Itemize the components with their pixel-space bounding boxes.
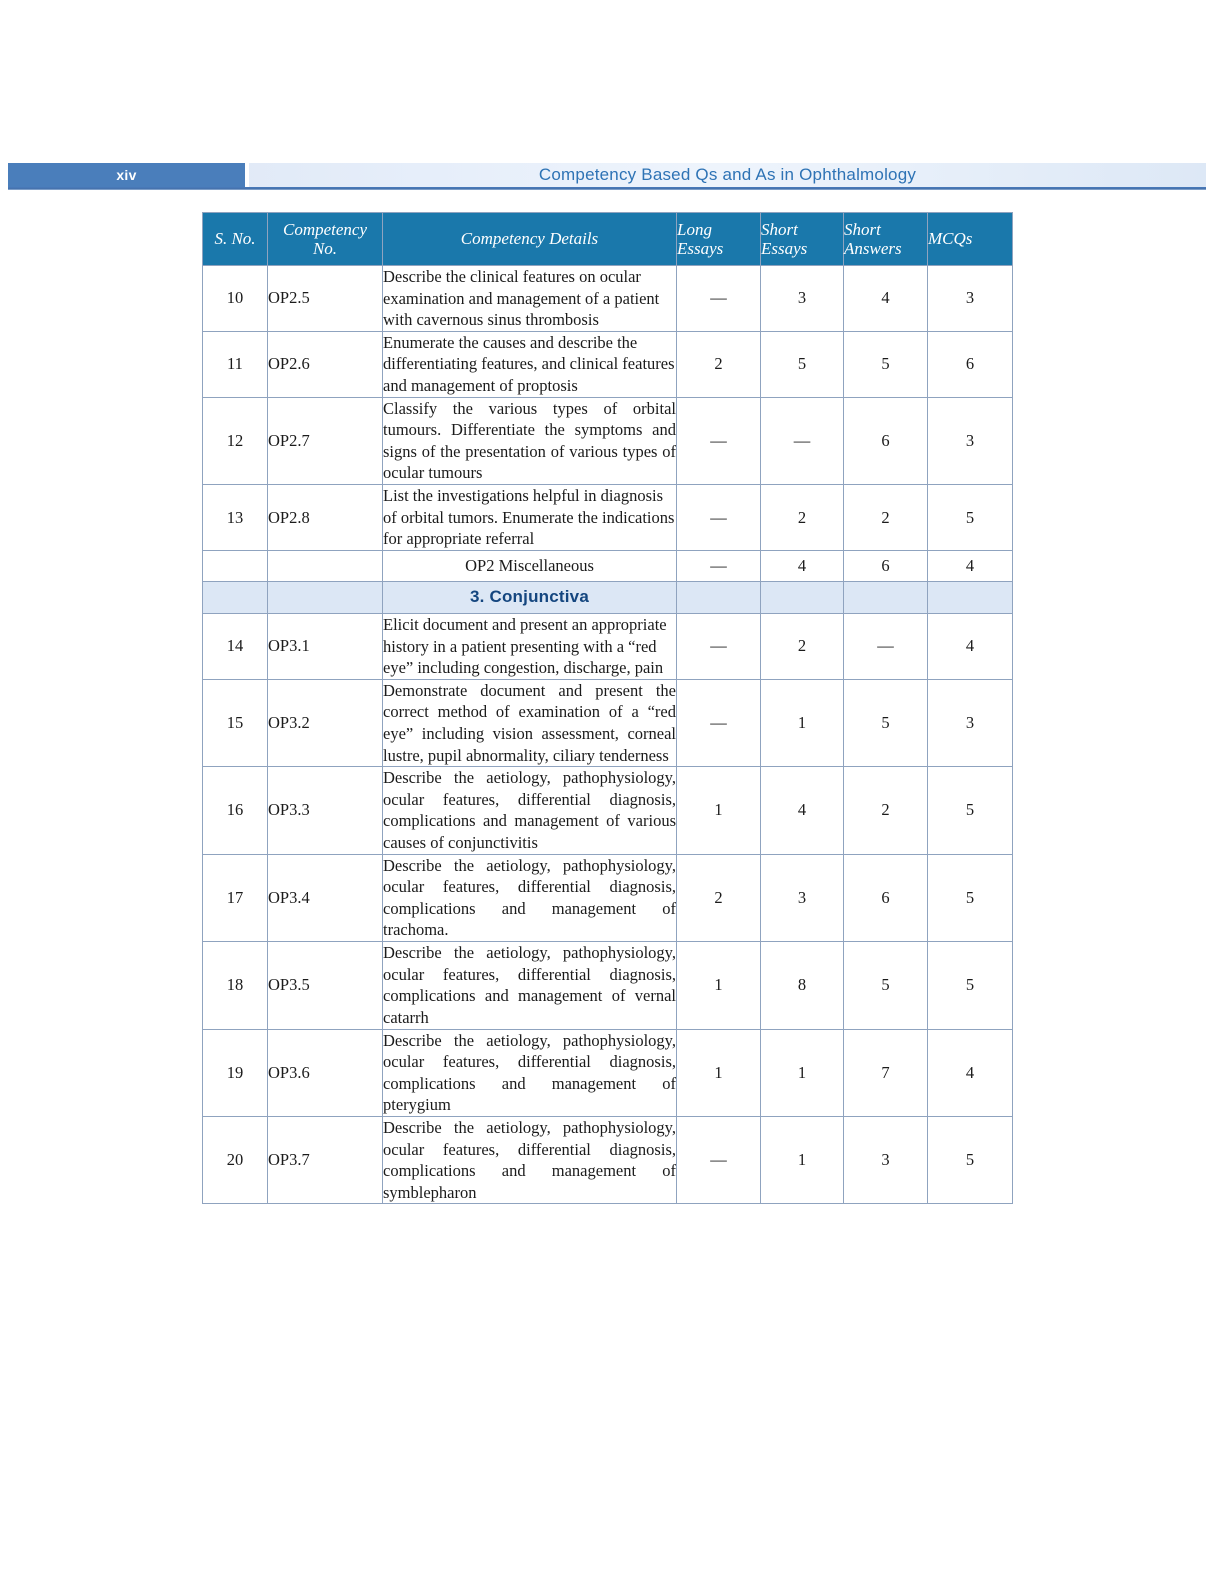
cell-short-answers: 5: [844, 331, 928, 397]
cell-long-essays: —: [677, 266, 761, 332]
cell-short-essays: 1: [761, 679, 844, 766]
cell-long-essays: 1: [677, 1029, 761, 1116]
section-cell-spacer: [761, 581, 844, 613]
cell-short-essays: 3: [761, 266, 844, 332]
table-row: [203, 767, 1013, 854]
table-row: [203, 397, 1013, 484]
column-header-short-essays: [761, 213, 844, 266]
running-header-title: Competency Based Qs and As in Ophthalmology: [538, 165, 917, 184]
column-header-competency-details: [383, 213, 677, 266]
cell-competency-no: OP3.1: [268, 613, 383, 679]
column-header-line: Short: [844, 219, 881, 239]
column-header-mcqs: [928, 213, 1013, 266]
cell-short-essays: 2: [761, 485, 844, 551]
cell-competency-details: Describe the aetiology, pathophysiology, ocular features, differential diagnosis, complications and management of symblepharon: [383, 1116, 677, 1203]
column-header-long-essays: [677, 213, 761, 266]
summary-row: [203, 550, 1013, 581]
cell-serial-no: 16: [203, 767, 268, 854]
table-header-row: [203, 213, 1013, 266]
column-header-line: No.: [312, 239, 338, 258]
cell-competency-no: OP3.5: [268, 942, 383, 1029]
section-cell-spacer: [928, 581, 1013, 613]
cell-short-answers: 3: [844, 1116, 928, 1203]
table-body: [203, 266, 1013, 1204]
cell-short-essays: 1: [761, 1116, 844, 1203]
section-cell-spacer: [677, 581, 761, 613]
cell-short-answers: 2: [844, 767, 928, 854]
column-header-short-answers: [844, 213, 928, 266]
column-header-line: S. No.: [214, 229, 256, 249]
column-header-competency-no: [268, 213, 383, 266]
cell-competency-details: Describe the aetiology, pathophysiology, ocular features, differential diagnosis, complications and management of various causes of conjunctivitis: [383, 767, 677, 854]
column-header-line: Essays: [677, 239, 724, 258]
cell-serial-no: 10: [203, 266, 268, 332]
summary-long-essays: —: [677, 550, 761, 581]
cell-mcqs: 3: [928, 266, 1013, 332]
cell-long-essays: —: [677, 397, 761, 484]
section-title: 3. Conjunctiva: [383, 581, 677, 613]
cell-long-essays: —: [677, 679, 761, 766]
table-header: [203, 213, 1013, 266]
cell-mcqs: 5: [928, 485, 1013, 551]
cell-long-essays: 2: [677, 854, 761, 941]
cell-competency-details: Describe the aetiology, pathophysiology, ocular features, differential diagnosis, complications and management of vernal catarrh: [383, 942, 677, 1029]
section-cell-spacer: [203, 581, 268, 613]
cell-short-answers: 4: [844, 266, 928, 332]
cell-competency-details: Enumerate the causes and describe the differentiating features, and clinical features and management of proptosis: [383, 331, 677, 397]
cell-competency-no: OP2.5: [268, 266, 383, 332]
column-header-line: MCQs: [928, 229, 973, 249]
cell-competency-no: OP2.7: [268, 397, 383, 484]
cell-mcqs: 5: [928, 1116, 1013, 1203]
column-header-line: Short: [761, 219, 798, 239]
cell-short-essays: 8: [761, 942, 844, 1029]
summary-serial-no: [203, 550, 268, 581]
column-header-line: Competency Details: [460, 229, 599, 249]
cell-competency-details: Elicit document and present an appropriate history in a patient presenting with a “red eye” including congestion, discharge, pain: [383, 613, 677, 679]
cell-serial-no: 15: [203, 679, 268, 766]
table-row: [203, 613, 1013, 679]
cell-short-essays: 4: [761, 767, 844, 854]
cell-short-essays: —: [761, 397, 844, 484]
cell-short-answers: 6: [844, 854, 928, 941]
cell-competency-no: OP3.7: [268, 1116, 383, 1203]
cell-serial-no: 11: [203, 331, 268, 397]
folio-edge-divider: [245, 163, 249, 187]
section-header-row: [203, 581, 1013, 613]
cell-long-essays: 1: [677, 767, 761, 854]
cell-serial-no: 17: [203, 854, 268, 941]
summary-competency-no: [268, 550, 383, 581]
cell-competency-no: OP3.6: [268, 1029, 383, 1116]
cell-serial-no: 20: [203, 1116, 268, 1203]
cell-short-answers: 5: [844, 679, 928, 766]
cell-serial-no: 12: [203, 397, 268, 484]
cell-competency-details: List the investigations helpful in diagnosis of orbital tumors. Enumerate the indications for appropriate referral: [383, 485, 677, 551]
running-header: [0, 163, 1214, 193]
column-header-line: Answers: [844, 239, 902, 258]
cell-serial-no: 19: [203, 1029, 268, 1116]
page-number-folio: xiv: [8, 163, 245, 187]
cell-short-answers: —: [844, 613, 928, 679]
table-row: [203, 266, 1013, 332]
table-row: [203, 331, 1013, 397]
column-header-line: Competency: [282, 219, 368, 239]
cell-short-answers: 5: [844, 942, 928, 1029]
cell-competency-no: OP3.4: [268, 854, 383, 941]
cell-mcqs: 5: [928, 942, 1013, 1029]
cell-competency-no: OP2.6: [268, 331, 383, 397]
column-header-serial-no: [203, 213, 268, 266]
table-row: [203, 942, 1013, 1029]
cell-short-essays: 3: [761, 854, 844, 941]
summary-short-essays: 4: [761, 550, 844, 581]
cell-competency-details: Describe the aetiology, pathophysiology, ocular features, differential diagnosis, complications and management of pterygium: [383, 1029, 677, 1116]
cell-long-essays: —: [677, 485, 761, 551]
cell-short-answers: 6: [844, 397, 928, 484]
cell-serial-no: 13: [203, 485, 268, 551]
cell-short-essays: 5: [761, 331, 844, 397]
cell-long-essays: —: [677, 613, 761, 679]
cell-competency-no: OP3.2: [268, 679, 383, 766]
cell-mcqs: 5: [928, 767, 1013, 854]
cell-long-essays: 1: [677, 942, 761, 1029]
cell-long-essays: —: [677, 1116, 761, 1203]
column-header-line: Essays: [761, 239, 808, 258]
cell-short-answers: 2: [844, 485, 928, 551]
cell-mcqs: 3: [928, 397, 1013, 484]
competency-table: [202, 212, 1013, 1204]
cell-mcqs: 3: [928, 679, 1013, 766]
cell-mcqs: 4: [928, 613, 1013, 679]
table-row: [203, 1116, 1013, 1203]
cell-short-essays: 2: [761, 613, 844, 679]
cell-mcqs: 5: [928, 854, 1013, 941]
table-row: [203, 854, 1013, 941]
cell-mcqs: 6: [928, 331, 1013, 397]
column-header-line: Long: [677, 219, 712, 239]
cell-serial-no: 14: [203, 613, 268, 679]
cell-competency-no: OP2.8: [268, 485, 383, 551]
table-row: [203, 1029, 1013, 1116]
cell-competency-details: Describe the clinical features on ocular examination and management of a patient with cavernous sinus thrombosis: [383, 266, 677, 332]
table-row: [203, 679, 1013, 766]
cell-short-essays: 1: [761, 1029, 844, 1116]
cell-competency-details: Describe the aetiology, pathophysiology, ocular features, differential diagnosis, complications and management of trachoma.: [383, 854, 677, 941]
summary-mcqs: 4: [928, 550, 1013, 581]
cell-competency-details: Classify the various types of orbital tumours. Differentiate the symptoms and signs of the presentation of various types of ocular tumours: [383, 397, 677, 484]
cell-serial-no: 18: [203, 942, 268, 1029]
cell-competency-details: Demonstrate document and present the correct method of examination of a “red eye” including vision assessment, corneal lustre, pupil abnormality, ciliary tenderness: [383, 679, 677, 766]
table-row: [203, 485, 1013, 551]
summary-label: OP2 Miscellaneous: [383, 550, 677, 581]
cell-mcqs: 4: [928, 1029, 1013, 1116]
cell-long-essays: 2: [677, 331, 761, 397]
cell-short-answers: 7: [844, 1029, 928, 1116]
header-rule: [8, 187, 1206, 190]
section-cell-spacer: [844, 581, 928, 613]
section-cell-spacer: [268, 581, 383, 613]
cell-competency-no: OP3.3: [268, 767, 383, 854]
summary-short-answers: 6: [844, 550, 928, 581]
